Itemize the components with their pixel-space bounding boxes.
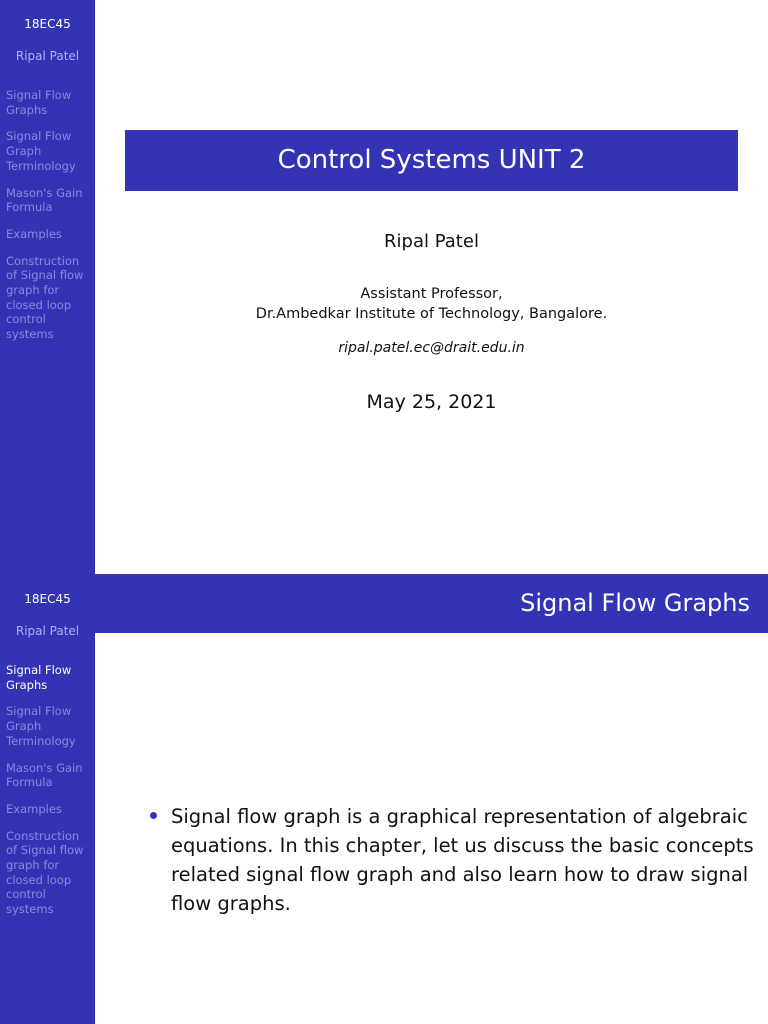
presentation-date: May 25, 2021 [366, 391, 497, 413]
sidebar-item-sfg-terminology[interactable]: Signal Flow Graph Terminology [6, 129, 76, 173]
sidebar [0, 512, 95, 1024]
bullet-list [148, 802, 758, 918]
frame-title: Signal Flow Graphs [520, 589, 750, 617]
author-email: ripal.patel.ec@drait.edu.in [338, 340, 525, 356]
bullet-text: Signal flow graph is a graphical representation of algebraic equations. In this chapter, let us discuss the basic concepts related signal flow graph and also learn how to draw signal flow graphs. [171, 805, 754, 915]
sidebar-item-signal-flow-graphs[interactable]: Signal Flow Graphs [6, 663, 72, 692]
author-name: Ripal Patel [384, 231, 479, 252]
content-slide [0, 512, 768, 1024]
sidebar-item-masons-gain-formula[interactable]: Mason's Gain Formula [6, 185, 83, 215]
sidebar-item-examples[interactable]: Examples [6, 801, 62, 816]
sidebar-author[interactable]: Ripal Patel [15, 624, 80, 638]
sidebar [0, 0, 95, 512]
sidebar-author[interactable]: Ripal Patel [15, 49, 80, 63]
bullet-icon [150, 812, 157, 819]
sidebar-nav [6, 663, 92, 929]
sidebar-item-masons-gain-formula[interactable]: Mason's Gain Formula [6, 760, 83, 790]
sidebar-course-code[interactable]: 18EC45 [24, 592, 71, 606]
sidebar-item-sfg-terminology[interactable]: Signal Flow Graph Terminology [6, 704, 76, 748]
presentation-title: Control Systems UNIT 2 [125, 130, 738, 191]
sidebar-item-construction[interactable]: Construction of Signal flow graph for closed loop control systems [6, 253, 84, 342]
sidebar-course-code[interactable]: 18EC45 [24, 17, 71, 31]
author-institute: Dr.Ambedkar Institute of Technology, Bangalore. [255, 306, 608, 322]
author-position: Assistant Professor, [360, 286, 503, 302]
sidebar-nav [6, 88, 92, 354]
sidebar-item-signal-flow-graphs[interactable]: Signal Flow Graphs [6, 88, 72, 117]
frame-title-bar [95, 574, 768, 633]
sidebar-item-construction[interactable]: Construction of Signal flow graph for closed loop control systems [6, 828, 84, 917]
sidebar-item-examples[interactable]: Examples [6, 226, 62, 241]
